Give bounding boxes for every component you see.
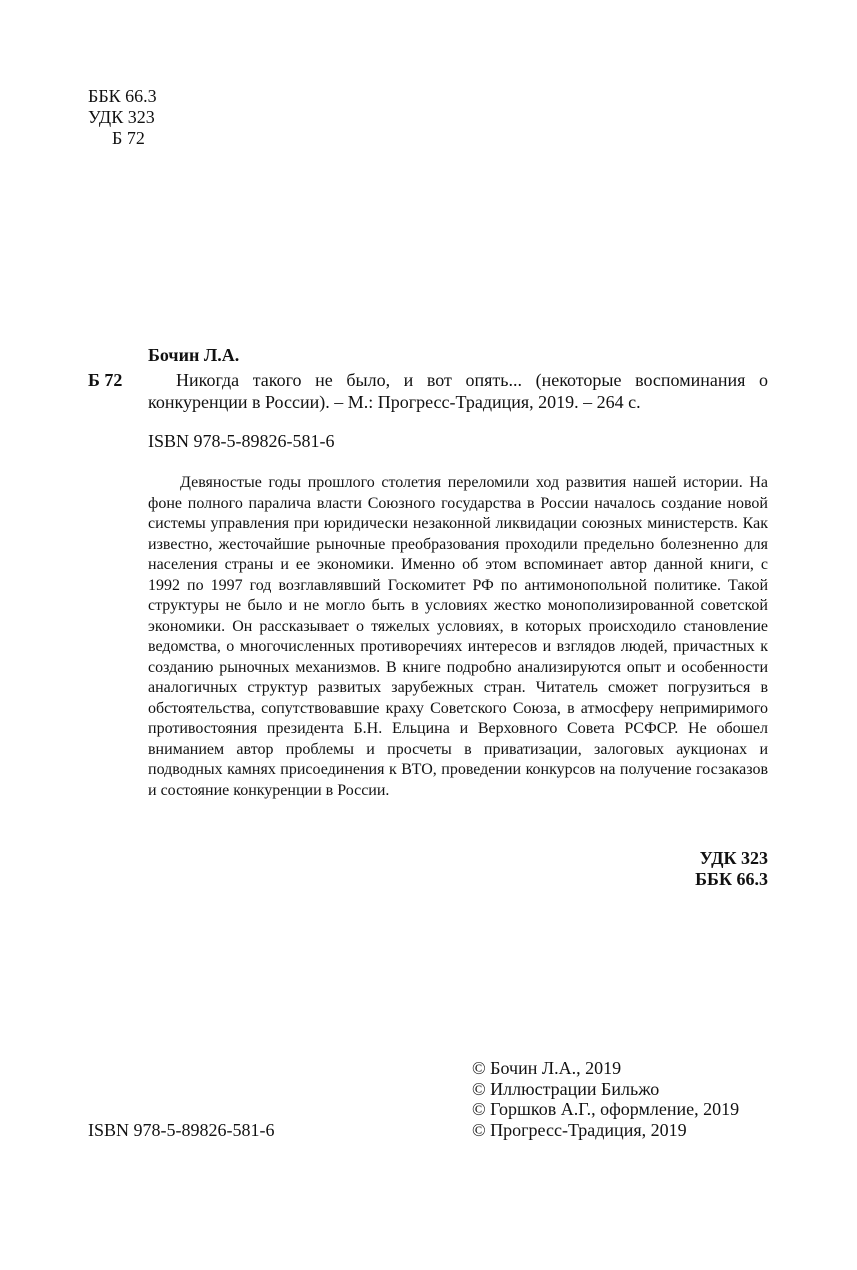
author-cipher: Б 72 xyxy=(112,128,145,148)
classification-codes xyxy=(88,86,157,149)
udk-code-bold: УДК 323 xyxy=(699,848,768,868)
udk-code: УДК 323 xyxy=(88,107,155,127)
bibliographic-title: Никогда такого не было, и вот опять... (некоторые воспоминания о конкуренции в России). – М.: Прогресс-Традиция, 2019. – 264 с. xyxy=(148,370,768,412)
copyright-line: © Прогресс-Традиция, 2019 xyxy=(472,1119,687,1140)
copyright-line: © Бочин Л.А., 2019 xyxy=(472,1058,622,1078)
annotation-text: Девяностые годы прошлого столетия переломили ход развития нашей истории. На фоне полного паралича власти Союзного государства в России началось создание новой системы управления при юридически незаконной ликвидации союзных министерств. Как известно, жесточайшие рыночные преобразования проходили предельно болезненно для населения страны и ее экономики. Именно об этом вспоминает автор данной книги, с 1992 по 1997 год возглавлявший Госкомитет РФ по антимонопольной политике. Такой структуры не было и не могло быть в условиях жестко монополизированной советской экономики. Он рассказывает о тяжелых условиях, в которых происходило становление ведомства, о многочисленных противоречиях интересов и взглядов людей, причастных к созданию рыночных механизмов. В книге подробно анализируются опыт и особенности аналогичных структур развитых зарубежных стран. Читатель сможет погрузиться в обстоятельства, сопутствовавшие краху Советского Союза, в атмосферу непримиримого противостояния президента Б.Н. Ельцина и Верховного Совета РСФСР. Не обошел вниманием автор проблемы и просчеты в приватизации, залоговых аукционах и подводных камнях присоединения к ВТО, проведении конкурсов на получение госзаказов и состояние конкуренции в России. xyxy=(148,474,768,799)
bbk-code-bold: ББК 66.3 xyxy=(695,869,768,889)
entry-cipher: Б 72 xyxy=(88,370,123,390)
isbn-entry: ISBN 978-5-89826-581-6 xyxy=(148,431,335,451)
copyright-line: © Иллюстрации Бильжо xyxy=(472,1078,660,1099)
classification-codes-right xyxy=(695,848,768,890)
bbk-code: ББК 66.3 xyxy=(88,86,157,106)
copyright-line: © Горшков А.Г., оформление, 2019 xyxy=(472,1099,740,1119)
copyright-block xyxy=(472,1058,739,1140)
author-name: Бочин Л.А. xyxy=(148,345,240,365)
isbn-footer: ISBN 978-5-89826-581-6 xyxy=(88,1120,275,1140)
